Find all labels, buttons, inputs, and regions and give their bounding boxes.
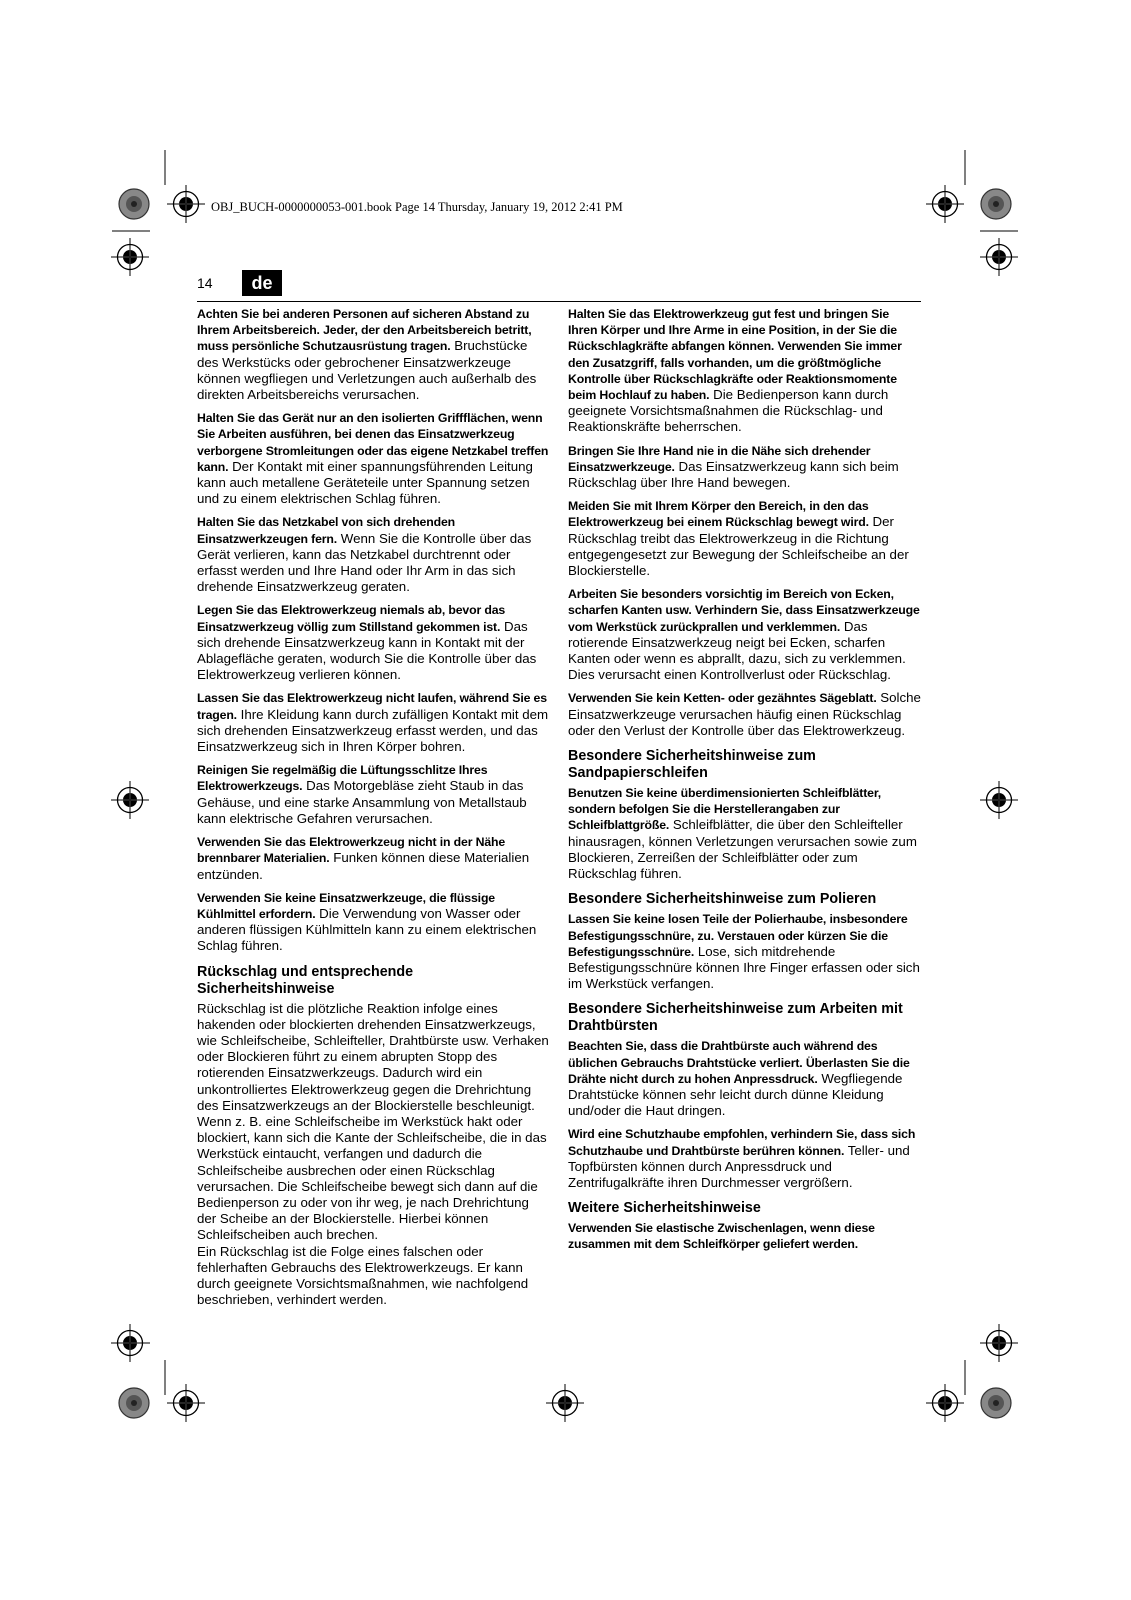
safety-paragraph [197, 602, 550, 683]
paragraph-text: Die Bedienperson kann durch geeignete Vorsichtsmaßnahmen die Rückschlag- und Reaktionskräfte beherrschen. [568, 387, 889, 435]
section-heading-polishing: Besondere Sicherheitshinweise zum Polieren [568, 891, 877, 908]
safety-paragraph [197, 890, 550, 955]
safety-paragraph [568, 690, 921, 739]
safety-paragraph [568, 1220, 921, 1252]
paragraph-text: Die Verwendung von Wasser oder anderen flüssigen Kühlmitteln kann zu einem elektrischen Schlag führen. [197, 905, 537, 954]
section-heading-wire-brushes: Besondere Sicherheitshinweise zum Arbeiten mit Drahtbürsten [568, 1001, 903, 1035]
paragraph-lead: Verwenden Sie kein Ketten- oder gezähntes Sägeblatt. [568, 691, 877, 706]
right-column [568, 306, 921, 1260]
safety-paragraph [197, 306, 550, 403]
paragraph-text: Das rotierende Einsatzwerkzeug neigt bei Ecken, scharfen Kanten oder wenn es abprallt, dazu, sich zu verklemmen. Dies verursacht einen Kontrollverlust oder Rückschlag. [568, 618, 906, 683]
paragraph-lead: Verwenden Sie keine Einsatzwerkzeuge, die flüssige Kühlmittel erfordern. [197, 890, 495, 921]
paragraph-text: Der Kontakt mit einer spannungsführenden Leitung kann auch metallene Geräteteile unter Spannung setzen und zu einem elektrischen Schlag führen. [197, 458, 533, 507]
paragraph-lead: Benutzen Sie keine überdimensionierten Schleifblätter, sondern befolgen Sie die Herstellerangaben zur Schleifblattgröße. [568, 786, 882, 833]
paragraph-text: Funken können diese Materialien entzünden. [197, 850, 530, 882]
paragraph-lead: Legen Sie das Elektrowerkzeug niemals ab, bevor das Einsatzwerkzeug völlig zum Stillstand gekommen ist. [197, 603, 506, 634]
registration-mark-top-right [926, 185, 964, 223]
safety-paragraph [197, 514, 550, 595]
paragraph-text: Schleifblätter, die über den Schleifteller hinausragen, können Verletzungen verursachen sowie zum Blockieren, Zerreißen der Schleifblätter oder zum Rückschlag führen. [568, 817, 917, 882]
paragraph-lead: Halten Sie das Gerät nur an den isolierten Griffflächen, wenn Sie Arbeiten ausführen, bei denen das Einsatzwerkzeug verborgene Stromleitungen oder das eigene Netzkabel treffen kann. [197, 411, 549, 474]
registration-mark-top-left [167, 185, 205, 223]
language-tag: de [242, 270, 282, 296]
color-target-bottom-right [981, 1388, 1011, 1418]
paragraph-text: Wenn Sie die Kontrolle über das Gerät verlieren, kann das Netzkabel durchtrennt oder erfasst werden und Ihre Hand oder Ihr Arm in das sich drehende Einsatzwerkzeug geraten. [197, 530, 532, 595]
paragraph-lead: Beachten Sie, dass die Drahtbürste auch während des üblichen Gebrauchs Drahtstücke verliert. Überlasten Sie die Drähte nicht durch zu hohen Anpressdruck. [568, 1039, 910, 1086]
section-heading-further: Weitere Sicherheitshinweise [568, 1200, 761, 1217]
section-heading-sanding: Besondere Sicherheitshinweise zum Sandpapierschleifen [568, 748, 816, 782]
print-slug-line: OBJ_BUCH-0000000053-001.book Page 14 Thursday, January 19, 2012 2:41 PM [211, 200, 623, 214]
paragraph-lead: Arbeiten Sie besonders vorsichtig im Bereich von Ecken, scharfen Kanten usw. Verhindern Sie, dass Einsatzwerkzeuge vom Werkstück zurückprallen und verklemmen. [568, 587, 920, 634]
paragraph-text: Das sich drehende Einsatzwerkzeug kann in Kontakt mit der Ablagefläche geraten, wodurch Sie die Kontrolle über das Elektrowerkzeug verlieren können. [197, 618, 537, 683]
paragraph-lead: Verwenden Sie elastische Zwischenlagen, wenn diese zusammen mit dem Schleifkörper geliefert werden. [568, 1221, 875, 1252]
safety-paragraph [197, 410, 550, 507]
safety-paragraph [197, 834, 550, 883]
registration-mark-bottom-center [546, 1384, 584, 1422]
color-target-bottom-left [119, 1388, 149, 1418]
paragraph-lead: Halten Sie das Elektrowerkzeug gut fest und bringen Sie Ihren Körper und Ihre Arme in eine Position, in der Sie die Rückschlagkräfte abfangen können. Verwenden Sie immer den Zusatzgriff, falls vorhanden, um die größtmögliche Kontrolle über Rückschlagkräfte oder Reaktionsmomente beim Hochlauf zu haben. [568, 307, 902, 403]
paragraph-lead: Wird eine Schutzhaube empfohlen, verhindern Sie, dass sich Schutzhaube und Drahtbürste berühren können. [568, 1127, 916, 1158]
paragraph-text: Der Rückschlag treibt das Elektrowerkzeug in die Richtung entgegengesetzt zur Bewegung der Schleifscheibe an der Blockierstelle. [568, 514, 909, 579]
safety-paragraph [568, 785, 921, 882]
color-target-top-left [119, 189, 149, 219]
safety-paragraph [568, 586, 921, 683]
safety-paragraph [568, 443, 921, 492]
safety-paragraph [568, 498, 921, 579]
body-paragraph: Ein Rückschlag ist die Folge eines falschen oder fehlerhaften Gebrauchs des Elektrowerkzeugs. Er kann durch geeignete Vorsichtsmaßnahmen, wie nachfolgend beschrieben, verhindert werden. [197, 1243, 529, 1308]
paragraph-text: Das Motorgebläse zieht Staub in das Gehäuse, und eine starke Ansammlung von Metallstaub kann elektrische Gefahren verursachen. [197, 778, 527, 826]
body-paragraph: Wenn z. B. eine Schleifscheibe im Werkstück hakt oder blockiert, kann sich die Kante der Schleifscheibe, die in das Werkstück eintaucht, verfangen und dadurch die Schleifscheibe ausbrechen oder einen Rückschlag verursachen. Die Schleifscheibe bewegt sich dann auf die Bedienperson zu oder von ihr weg, je nach Drehrichtung der Scheibe an der Blockierstelle. Hierbei können Schleifscheiben auch brechen. [197, 1113, 547, 1243]
registration-mark-upper-left [111, 238, 149, 276]
section-heading-kickback: Rückschlag und entsprechende Sicherheitshinweise [197, 963, 414, 997]
paragraph-lead: Lassen Sie keine losen Teile der Polierhaube, insbesondere Befestigungsschnüre, zu. Verstauen oder kürzen Sie die Befestigungsschnüre. [568, 912, 908, 959]
paragraph-text: Wegfliegende Drahtstücke können sehr leicht durch dünne Kleidung und/oder die Haut dringen. [568, 1070, 903, 1119]
safety-paragraph [197, 690, 550, 755]
safety-paragraph [568, 1038, 921, 1119]
paragraph-text: Das Einsatzwerkzeug kann sich beim Rückschlag über Ihre Hand bewegen. [568, 458, 899, 491]
registration-mark-mid-left [111, 781, 149, 819]
paragraph-lead: Lassen Sie das Elektrowerkzeug nicht laufen, während Sie es tragen. [197, 691, 547, 722]
body-paragraph: Rückschlag ist die plötzliche Reaktion infolge eines hakenden oder blockierten drehenden Einsatzwerkzeugs, wie Schleifscheibe, Schleifteller, Drahtbürste usw. Verhaken oder Blockieren führt zu einem abrupten Stopp des rotierenden Einsatzwerkzeugs. Dadurch wird ein unkontrolliertes Elektrowerkzeug gegen die Drehrichtung des Einsatzwerkzeugs an der Blockierstelle beschleunigt. [197, 1000, 549, 1113]
paragraph-text: Teller- und Topfbürsten können durch Anpressdruck und Zentrifugalkräfte ihren Durchmesser vergrößern. [568, 1142, 910, 1190]
paragraph-lead: Meiden Sie mit Ihrem Körper den Bereich, in den das Elektrowerkzeug bei einem Rückschlag bewegt wird. [568, 499, 869, 530]
left-column [197, 306, 550, 1308]
header-rule [197, 301, 921, 302]
registration-mark-lower-left [111, 1324, 149, 1362]
registration-mark-bottom-right [926, 1384, 964, 1422]
registration-mark-lower-right [980, 1324, 1018, 1362]
paragraph-lead: Achten Sie bei anderen Personen auf sicheren Abstand zu Ihrem Arbeitsbereich. Jeder, der den Arbeitsbereich betritt, muss persönliche Schutzausrüstung tragen. [197, 307, 532, 354]
registration-mark-mid-right [980, 781, 1018, 819]
safety-paragraph [568, 1126, 921, 1191]
paragraph-text: Bruchstücke des Werkstücks oder gebrochener Einsatzwerkzeuge können wegfliegen und Verletzungen auch außerhalb des direkten Arbeitsbereichs verursachen. [197, 338, 537, 403]
paragraph-lead: Verwenden Sie das Elektrowerkzeug nicht in der Nähe brennbarer Materialien. [197, 835, 506, 866]
safety-paragraph [568, 911, 921, 992]
paragraph-lead: Reinigen Sie regelmäßig die Lüftungsschlitze Ihres Elektrowerkzeugs. [197, 763, 488, 794]
paragraph-text: Solche Einsatzwerkzeuge verursachen häufig einen Rückschlag oder den Verlust der Kontrolle über das Elektrowerkzeug. [568, 690, 921, 738]
paragraph-lead: Halten Sie das Netzkabel von sich drehenden Einsatzwerkzeugen fern. [197, 515, 456, 546]
paragraph-text: Ihre Kleidung kann durch zufälligen Kontakt mit dem sich drehenden Einsatzwerkzeug erfasst werden, und das Einsatzwerkzeug sich in Ihren Körper bohren. [197, 706, 549, 755]
safety-paragraph [197, 762, 550, 827]
safety-paragraph [568, 306, 921, 436]
paragraph-lead: Bringen Sie Ihre Hand nie in die Nähe sich drehender Einsatzwerkzeuge. [568, 443, 871, 474]
page-number: 14 [197, 275, 213, 291]
color-target-top-right [981, 189, 1011, 219]
registration-mark-bottom-left [167, 1384, 205, 1422]
paragraph-text: Lose, sich mitdrehende Befestigungsschnüre können Ihre Finger erfassen oder sich im Werkstück verfangen. [568, 943, 920, 992]
registration-mark-upper-right [980, 238, 1018, 276]
